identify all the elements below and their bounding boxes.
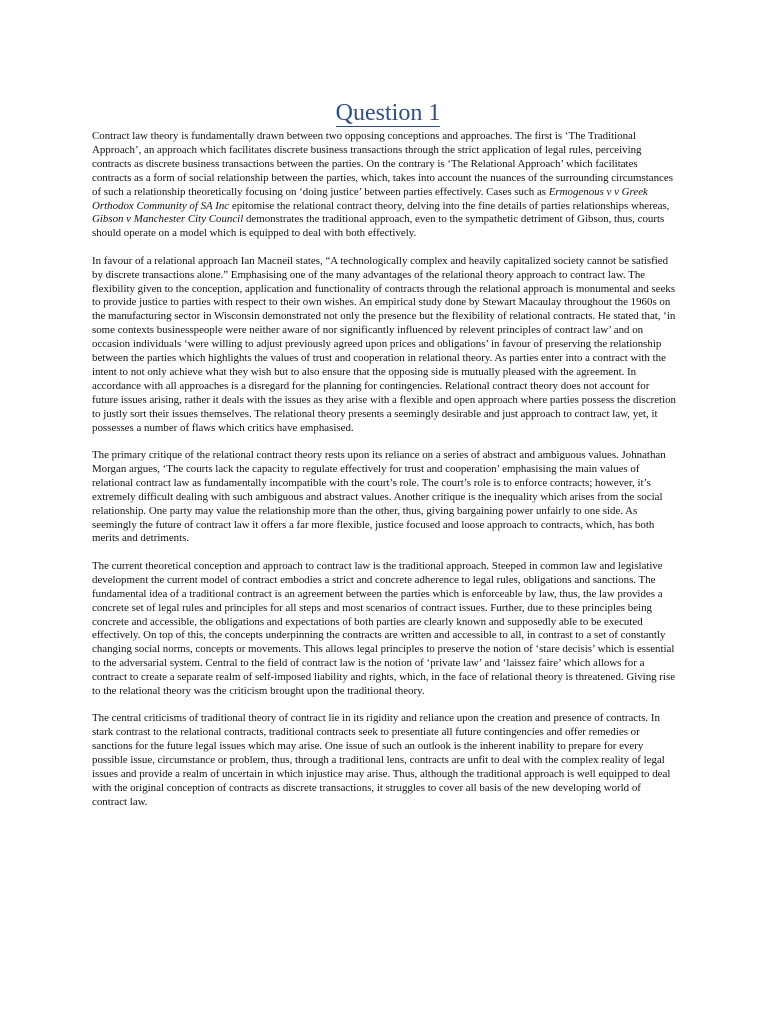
paragraph-1-text-c: demonstrates the traditional approach, even to the sympathetic detriment of Gibson, thus, courts should operate on a model which is equipped to deal with both effectively. (92, 213, 665, 240)
paragraph-1-text-b: epitomise the relational contract theory, delving into the fine details of parties relationships whereas, (229, 199, 670, 212)
paragraph-1-text-a: Contract law theory is fundamentally drawn between two opposing conceptions and approaches. The first is ‘The Traditional Approach’, an approach which facilitates discrete business transactions through the strict application of legal rules, perceiving contracts as discrete business transactions between the parties. On the contrary is ‘The Relational Approach’ which facilitates contracts as a form of social relationship between the parties, which, takes into account the nuances of the surrounding circumstances of such a relationship theoretically focusing on ‘doing justice’ between parties effectively. Cases such as (92, 130, 673, 198)
paragraph-5: The central criticisms of traditional theory of contract lie in its rigidity and reliance upon the creation and presence of contracts. In stark contrast to the relational contracts, traditional contracts seek to presentiate all future contingencies and offer remedies or sanctions for the future legal issues which may arise. One issue of such an outlook is the inherent inability to prepare for every possible issue, circumstance or problem, thus, through a traditional lens, contracts are unfit to deal with the complex reality of legal issues and provide a realm of uncertain in which injustice may arise. Thus, although the traditional approach is well equipped to deal with the original conception of contracts as discrete transactions, it struggles to cover all basis of the new developing world of contract law. (92, 712, 671, 808)
document-title: Question 1 (335, 100, 441, 126)
paragraph-3: The primary critique of the relational contract theory rests upon its reliance on a series of abstract and ambiguous values. Johnathan Morgan argues, ‘The courts lack the capacity to regulate effectively for trust and cooperation’ emphasising the main values of relational contract law as fundamentally incompatible with the court’s role. The court’s role is to enforce contracts; however, it’s extremely difficult dealing with such ambiguous and abstract values. Another critique is the inequality which arises from the social relationship. One party may value the relationship more than the other, thus, giving bargaining power unfairly to one side. As seemingly the future of contract law it offers a far more flexible, justice focused and loose approach to contracts, which, has both merits and detriments. (92, 449, 666, 545)
case-citation-ermogenous: Ermogenous v v Greek Orthodox Community of SA Inc (92, 185, 648, 212)
case-citation-gibson: Gibson v Manchester City Council (92, 213, 244, 226)
paragraph-1 (92, 130, 678, 241)
document-page (92, 98, 678, 823)
paragraph-2: In favour of a relational approach Ian Macneil states, “A technologically complex and heavily capitalized society cannot be satisfied by discrete transactions alone.” Emphasising one of the many advantages of the relational theory approach to contract law. The flexibility given to the conception, application and functionality of contracts through the relational approach is monumental and seeks to provide justice to parties with respect to their own wishes. An empirical study done by Stewart Macaulay throughout the 1960s on the manufacturing sector in Wisconsin demonstrated not only the presence but the flexibility of relational contracts. He stated that, ‘in some contexts businesspeople were neither aware of nor significantly influenced by relevent principles of contract law’ and on occasion individuals ‘were willing to adjust previously agreed upon prices and obligations’ in favour of preserving the relationship between the parties which highlights the values of trust and cooperation in relational theory. As parties enter into a contract with the intent to not only achieve what they wish but to also ensure that the opposing side is mutually pleased with the agreement. In accordance with all approaches is a disregard for the planning for contingencies. Relational contract theory does not account for future issues arising, rather it deals with the issues as they arise with a flexible and open approach where parties possess the discretion to justly sort their issues themselves. The relational theory presents a seemingly desirable and just approach to contract law, yet, it possesses a number of flaws which critics have emphasised. (92, 254, 676, 434)
paragraph-4: The current theoretical conception and approach to contract law is the traditional approach. Steeped in common law and legislative development the current model of contract embodies a strict and concrete adherence to legal rules, obligations and sanctions. The fundamental idea of a traditional contract is an agreement between the parties which is enforceable by law, thus, the law provides a concrete set of legal rules and principles for all steps and most scenarios of contract issues. Further, due to these principles being concrete and accessible, the obligations and expectations of both parties are clearly known and supposedly able to be executed effectively. On top of this, the concepts underpinning the contracts are written and accessible to all, in contrast to a set of constantly changing social norms, concepts or movements. This allows legal principles to preserve the notion of ‘stare decisis’ which is essential to the adversarial system. Central to the field of contract law is the notion of ‘private law’ and ‘laissez faire’ which allows for a contract to create a separate realm of self-imposed liability and rights, which, in the face of relational theory is threatened. Giving rise to the relational theory was the criticism brought upon the traditional theory. (92, 559, 676, 698)
